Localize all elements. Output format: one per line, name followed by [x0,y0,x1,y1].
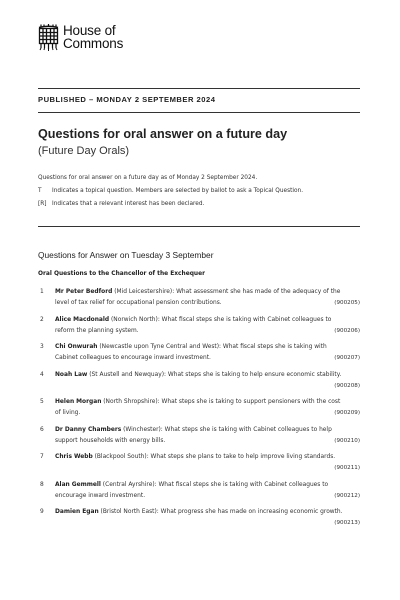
question-number: 2 [40,317,44,323]
legend-text: Indicates that a relevant interest has been declared. [52,201,205,207]
question-body [55,425,345,447]
question-number: 3 [40,344,44,350]
house-of-commons-logo [38,24,123,51]
page-subtitle: (Future Day Orals) [38,145,130,157]
section-rule [38,226,360,227]
member-name[interactable]: Alan Gemmell [55,482,101,488]
constituency: (Central Ayrshire): [100,482,157,488]
legend-mark: [R] [38,201,47,207]
question-body [55,397,345,419]
question-text: What steps she is taking with Cabinet colleagues to help support households with energy bills. [55,427,332,445]
member-name[interactable]: Dr Danny Chambers [55,427,122,433]
constituency: (Norwich North): [109,317,160,323]
question-number: 7 [40,454,44,460]
constituency: (Mid Leicestershire): [112,289,175,295]
question-ref: (900212) [334,493,360,500]
constituency: (Newcastle upon Tyne Central and West): [97,344,221,350]
question-number: 6 [40,427,44,433]
published-rule [38,112,360,113]
logo-line-2: Commons [63,36,124,51]
intro-text: Questions for oral answer on a future day as of Monday 2 September 2024. [38,175,258,181]
question-ref: (900209) [334,410,360,417]
question-body [55,507,345,518]
member-name[interactable]: Alice Macdonald [55,317,110,323]
question-ref: (900206) [334,328,360,335]
question-text: What steps she is taking to support pensioners with the cost of living. [55,399,341,417]
question-body [55,480,345,502]
question-ref: (900210) [334,438,360,445]
question-text: What assessment she has made of the adequacy of the level of tax relief for occupational pension contributions. [55,289,341,307]
question-text: What fiscal steps she is taking with Cabinet colleagues to reform the planning system. [55,317,332,335]
question-ref: (900213) [334,520,360,527]
question-ref: (900205) [334,300,360,307]
member-name[interactable]: Mr Peter Bedford [55,289,113,295]
question-text: What progress she has made on increasing economic growth. [158,509,343,515]
question-body [55,342,345,364]
question-text: What steps she is taking to help ensure economic stability. [166,372,342,378]
member-name[interactable]: Noah Law [55,372,88,378]
question-number: 9 [40,509,44,515]
top-rule [38,88,360,89]
question-body [55,287,345,309]
logo-wordmark [63,24,123,50]
constituency: (Blackpool South): [92,454,149,460]
question-body [55,315,345,337]
legend-interest [38,201,204,207]
portcullis-icon [38,24,59,51]
question-number: 8 [40,482,44,488]
legend-topical [38,188,303,194]
member-name[interactable]: Chris Webb [55,454,93,460]
published-banner: PUBLISHED – MONDAY 2 SEPTEMBER 2024 [38,95,216,104]
constituency: (Winchester): [121,427,163,433]
question-body [55,370,345,381]
question-ref: (900208) [334,383,360,390]
question-body [55,452,345,463]
constituency: (North Shropshire): [101,399,160,405]
question-number: 4 [40,372,44,378]
legend-mark: T [38,188,42,194]
question-text: What fiscal steps she is taking with Cabinet colleagues to encourage inward investment. [55,482,329,500]
constituency: (St Austell and Newquay): [87,372,167,378]
question-number: 1 [40,289,44,295]
page-title: Questions for oral answer on a future day [38,127,288,141]
constituency: (Bristol North East): [98,509,159,515]
member-name[interactable]: Helen Morgan [55,399,102,405]
question-number: 5 [40,399,44,405]
legend-text: Indicates a topical question. Members are selected by ballot to ask a Topical Question. [52,188,304,194]
logo-line-1: House of [63,23,116,38]
question-text: What steps she plans to take to help improve living standards. [148,454,336,460]
question-text: What fiscal steps she is taking with Cabinet colleagues to encourage inward investment. [55,344,327,362]
day-heading: Questions for Answer on Tuesday 3 September [38,250,214,260]
member-name[interactable]: Damien Egan [55,509,99,515]
question-ref: (900207) [334,355,360,362]
section-heading: Oral Questions to the Chancellor of the Exchequer [38,271,206,277]
member-name[interactable]: Chi Onwurah [55,344,98,350]
question-ref: (900211) [334,465,360,472]
